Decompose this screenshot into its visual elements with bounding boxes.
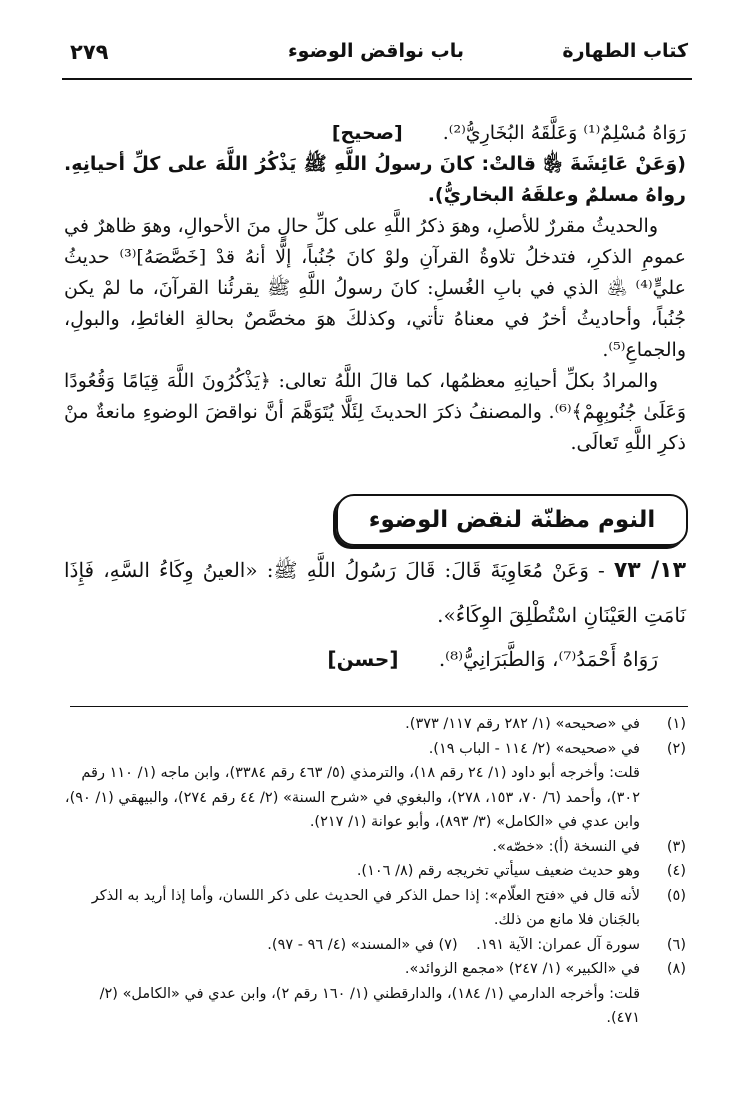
footnote-text: لأنه قال في «فتح العلّام»: إذا حمل الذكر في الحديث على ذكر اللسان، وأما إذا أريد به الذكر بالجَنان فلا مانع من ذلك. <box>91 887 640 928</box>
hadith-reference-line <box>64 637 658 681</box>
footnote-continuation: قلت: وأخرجه الدارمي (١/ ١٨٤)، والدارقطني (١/ ١٦٠ رقم ٢)، وابن عدي في «الكامل» (٢/ ٤٧١). <box>99 985 640 1026</box>
footnote-text: وهو حديث ضعيف سيأتي تخريجه رقم (٨/ ١٠٦). <box>356 863 640 879</box>
footnote-number: (٢) <box>666 740 686 757</box>
footnote-7-text: في «المسند» (٤/ ٩٦ - ٩٧). <box>267 936 434 953</box>
footnote-text: في «صحيحه» (١/ ٢٨٢ رقم ١١٧/ ٣٧٣). <box>405 716 640 732</box>
footnote-number: (٤) <box>666 863 686 879</box>
narration-source: رَوَاهُ مُسْلِمٌ⁽¹⁾ وَعَلَّقَهُ البُخَارِيُّ⁽²⁾. <box>442 122 686 144</box>
hadith-aisha: (وَعَنْ عَائِشَةَ ﵂ قالتْ: كانَ رسولُ اللَّهِ ﷺ يَذْكُرُ اللَّهَ على كلِّ أحيانِهِ. رواهُ مسلمٌ وعلقَهُ البخاريُّ). <box>64 153 686 206</box>
commentary-paragraph-2: والمرادُ بكلِّ أحيانِهِ معظمُها، كما قالَ اللَّهُ تعالى: ﴿يَذْكُرُونَ اللَّهَ قِيَامًا وَقُعُودًا وَعَلَىٰ جُنُوبِهِمْ﴾⁽⁶⁾. والمصنفُ ذكرَ الحديثَ لِئَلَّا يُتَوَهَّمَ أنَّ نواقضَ الوضوءِ مانعةٌ منْ ذكرِ اللَّهِ تَعالَى. <box>64 370 686 454</box>
footnote-continuation: قلت: وأخرجه أبو داود (١/ ٢٤ رقم ١٨)، والترمذي (٥/ ٤٦٣ رقم ٣٣٨٤)، وابن ماجه (١/ ١١٠ رقم ٣٠٢)، وأحمد (٦/ ٧٠، ١٥٣، ٢٧٨)، والبغوي في «شرح السنة» (٢/ ٤٤ رقم ٢٧٤)، والبيهقي (١/ ٩٠)، وابن عدي في «الكامل» (٣/ ٨٩٣)، وأبو عوانة (١/ ٢١٧). <box>64 765 640 830</box>
footnote-number: (٣) <box>666 838 686 855</box>
footnote-number: (٨) <box>666 961 686 977</box>
chapter-title: باب نواقض الوضوء <box>287 40 465 62</box>
header-rule <box>62 78 692 80</box>
hadith-text: - وَعَنْ مُعَاوِيَةَ قَالَ: قَالَ رَسُولُ اللَّهِ ﷺ: «العينُ وِكَاءُ السَّهِ، فَإِذَا نَامَتِ العَيْنَانِ اسْتُطْلِقَ الوِكَاءُ». <box>64 558 686 627</box>
footnote-number: (٥) <box>666 887 686 904</box>
commentary-paragraph-1: والحديثُ مقررٌ للأصلِ، وهوَ ذكرُ اللَّهِ على كلِّ حالٍ منَ الأحوالِ، وهوَ ظاهرٌ في عمومِ الذكرِ، فتدخلُ تلاوةُ القرآنِ ولوْ كانَ جُنُباً، إلَّا أنهُ قدْ [خَصَّصَهُ]⁽³⁾ حديثُ عليٍّ⁽⁴⁾ ﵁ الذي في بابِ الغُسلِ: كانَ رسولُ اللَّهِ ﷺ يقرئُنا القرآنَ، ما لمْ يكن جُنُباً، وأحاديثُ أخرُ في معناهُ تأتي، وكذلكَ هوَ مخصَّصٌ بحالةِ الغائطِ، والبولِ، والجماعِ⁽⁵⁾. <box>64 215 686 361</box>
hadith-text-line <box>64 548 686 637</box>
footnote-item <box>64 933 686 958</box>
footnote-text <box>64 933 640 958</box>
narration-line <box>64 118 686 149</box>
footnote-item <box>64 859 686 884</box>
footnote-number: (١) <box>666 716 686 732</box>
footnote-item <box>64 712 686 737</box>
footnote-item <box>64 737 686 762</box>
grade-label: [صحيح] <box>331 122 403 144</box>
footnote-number: (٦) <box>666 936 686 953</box>
footnotes <box>64 712 686 1031</box>
hadith-number: ١٣/ ٧٣ <box>613 558 686 583</box>
main-text <box>64 118 686 459</box>
footnote-text: في النسخة (أ): «خصّه». <box>492 838 640 855</box>
book-title: كتاب الطهارة <box>562 40 688 62</box>
page-number: ٢٧٩ <box>70 40 109 64</box>
section-heading: النوم مظنّة لنقض الوضوء <box>336 494 688 546</box>
footnote-text: في «صحيحه» (٢/ ١١٤ - الباب ١٩). <box>428 740 640 757</box>
footnote-6-text: سورة آل عمران: الآية ١٩١. <box>476 936 640 953</box>
footnote-text: في «الكبير» (١/ ٢٤٧) «مجمع الزوائد». <box>404 961 640 977</box>
footnote-item <box>64 835 686 860</box>
footnote-rule <box>70 706 688 707</box>
footnote-number: (٧) <box>438 936 458 953</box>
footnote-item <box>64 957 686 982</box>
hadith-grade: [حسن] <box>327 647 399 671</box>
hadith-block <box>64 548 686 681</box>
footnote-item <box>64 884 686 933</box>
hadith-reference: رَوَاهُ أَحْمَدُ⁽⁷⁾، وَالطَّبَرَانِيُّ⁽⁸⁾. <box>438 647 658 671</box>
